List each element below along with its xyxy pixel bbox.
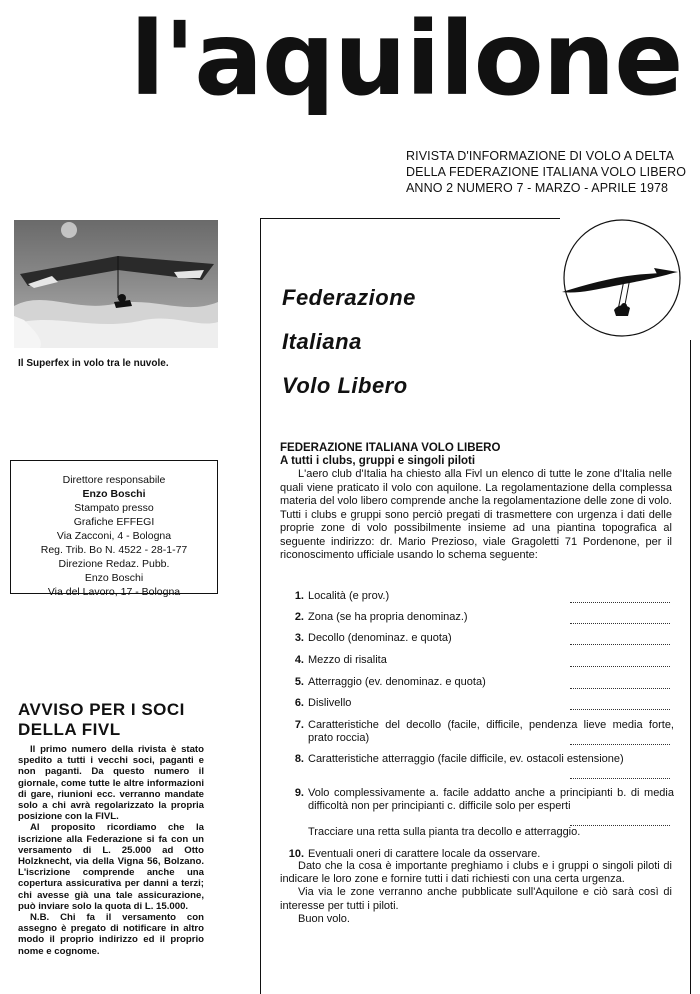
fill-line [570, 623, 670, 624]
hang-glider-photo [14, 220, 218, 348]
item-number: 10. [288, 848, 304, 860]
credits-line: Via Zacconi, 4 - Bologna [56, 530, 172, 542]
article-subheading: A tutti i clubs, gruppi e singoli piloti [280, 455, 476, 467]
credits-line: Enzo Boschi [82, 488, 146, 500]
fill-line [570, 744, 670, 745]
article-intro [280, 468, 672, 563]
frame-line [690, 340, 691, 994]
subtitle-line: DELLA FEDERAZIONE ITALIANA VOLO LIBERO [406, 165, 687, 179]
item-text: Caratteristiche atterraggio (facile difficile, ev. ostacoli estensione) [308, 753, 624, 765]
big-title-line: Volo Libero [282, 373, 408, 398]
item-text: Località (e prov.) [308, 590, 390, 602]
article-closing [280, 860, 672, 926]
item-text: Eventuali oneri di carattere locale da osservare. [308, 848, 541, 860]
item-text: Volo complessivamente a. facile addatto anche a principianti b. di media difficoltà non per principianti c. difficile solo per esperti [308, 787, 674, 812]
masthead-subtitle [406, 148, 696, 196]
fill-line [570, 602, 670, 603]
fill-line [570, 778, 670, 779]
item-text: Atterraggio (ev. denominaz. e quota) [308, 676, 486, 688]
closing-paragraph: Via via le zone verranno anche pubblicate sull'Aquilone e ciò sarà così di interesse per tutti i piloti. [280, 886, 672, 912]
fill-line [570, 666, 670, 667]
item-text: Zona (se ha propria denominaz.) [308, 611, 468, 623]
item-text: Dislivello [308, 697, 352, 709]
credits-line: Enzo Boschi [84, 572, 144, 584]
subtitle-line: ANNO 2 NUMERO 7 - MARZO - APRILE 1978 [406, 181, 669, 195]
credits-line: Grafiche EFFEGI [73, 516, 155, 528]
item-number: 9. [294, 787, 304, 799]
article-heading-line: FEDERAZIONE ITALIANA VOLO LIBERO [280, 442, 501, 454]
credits-box [10, 460, 218, 598]
credits-line: Reg. Trib. Bo N. 4522 - 28-1-77 [40, 544, 188, 556]
fill-line [570, 688, 670, 689]
masthead-title: l'aquilone [130, 0, 683, 119]
item-number: 7. [294, 719, 304, 731]
item-number: 6. [294, 697, 304, 709]
notice-paragraph: Al proposito ricordiamo che la iscrizione alla Federazione si fa con un versamento di L. 25.000 ad Otto Holzknecht, via della Vigna 56, Bolzano. L'iscrizione comprende anche una copertura assicurativa per danni a terzi; chi avesse già una tale assicurazione, può inviare solo la quota di L. 15.000. [18, 822, 204, 912]
item-text: Caratteristiche del decollo (facile, difficile, pendenza lieve media forte, prato roccia) [308, 719, 674, 744]
frame-line [260, 218, 560, 219]
closing-paragraph: Dato che la cosa è importante preghiamo i clubs e i gruppi o singoli piloti di indicare le loro zone e fornire tutti i dati richiesti con una certa urgenza. [280, 860, 672, 886]
photo-caption: Il Superfex in volo tra le nuvole. [18, 358, 169, 369]
article-paragraph: L'aero club d'Italia ha chiesto alla Fivl un elenco di tutte le zone d'Italia nelle quali viene praticato il volo con aquilone. La regolamentazione della complessa materia del volo libero comprende anche la regolamentazione delle zone di volo. Tutti i clubs e gruppi sono perciò pregati di trasmettere con urgenza i dati delle proprie zone di volo possibilmente insieme ad una piantina topografica al seguente indirizzo: dr. Mario Prezioso, viale Gragoletti 71 Pordenone, per il riconoscimento ufficiale usando lo schema seguente: [280, 468, 672, 561]
credits-line: Via del Lavoro, 17 - Bologna [47, 586, 181, 598]
fill-line [570, 709, 670, 710]
credits-line: Stampato presso [74, 502, 154, 514]
item-text: Mezzo di risalita [308, 654, 387, 666]
notice-title-line: DELLA FIVL [18, 720, 121, 739]
hang-glider-emblem-icon [558, 218, 688, 338]
item-number: 3. [294, 632, 304, 644]
item-number: 4. [294, 654, 304, 666]
notice-title [18, 700, 185, 740]
item-text: Decollo (denominaz. e quota) [308, 632, 452, 644]
item-number: 8. [294, 753, 304, 765]
item-text: Tracciare una retta sulla pianta tra decollo e atterraggio. [308, 826, 581, 838]
big-title-line: Federazione [282, 285, 416, 310]
item-number: 2. [294, 611, 304, 623]
item-number: 5. [294, 676, 304, 688]
frame-line [260, 218, 261, 994]
article-big-title [282, 276, 416, 408]
closing-paragraph: Buon volo. [298, 912, 350, 925]
big-title-line: Italiana [282, 329, 362, 354]
fill-line [570, 644, 670, 645]
credits-line: Direttore responsabile [62, 474, 166, 486]
subtitle-line: RIVISTA D'INFORMAZIONE DI VOLO A DELTA [406, 149, 675, 163]
notice-paragraph: Il primo numero della rivista è stato spedito a tutti i vecchi soci, paganti e non paganti. Da questo numero il giornale, come tutte le altre informazioni di gare, riunioni ecc. verranno mandate solo a chi avrà regolarizzato la propria posizione con la FIVL. [18, 744, 204, 823]
notice-body [18, 744, 204, 957]
notice-title-line: AVVISO PER I SOCI [18, 700, 185, 719]
item-number: 1. [294, 590, 304, 602]
notice-paragraph: N.B. Chi fa il versamento con assegno è pregato di notificare in altro modo il proprio indirizzo ed il proprio nome e cognome. [18, 912, 204, 957]
credits-line: Direzione Redaz. Pubb. [58, 558, 170, 570]
article-heading [280, 442, 500, 468]
